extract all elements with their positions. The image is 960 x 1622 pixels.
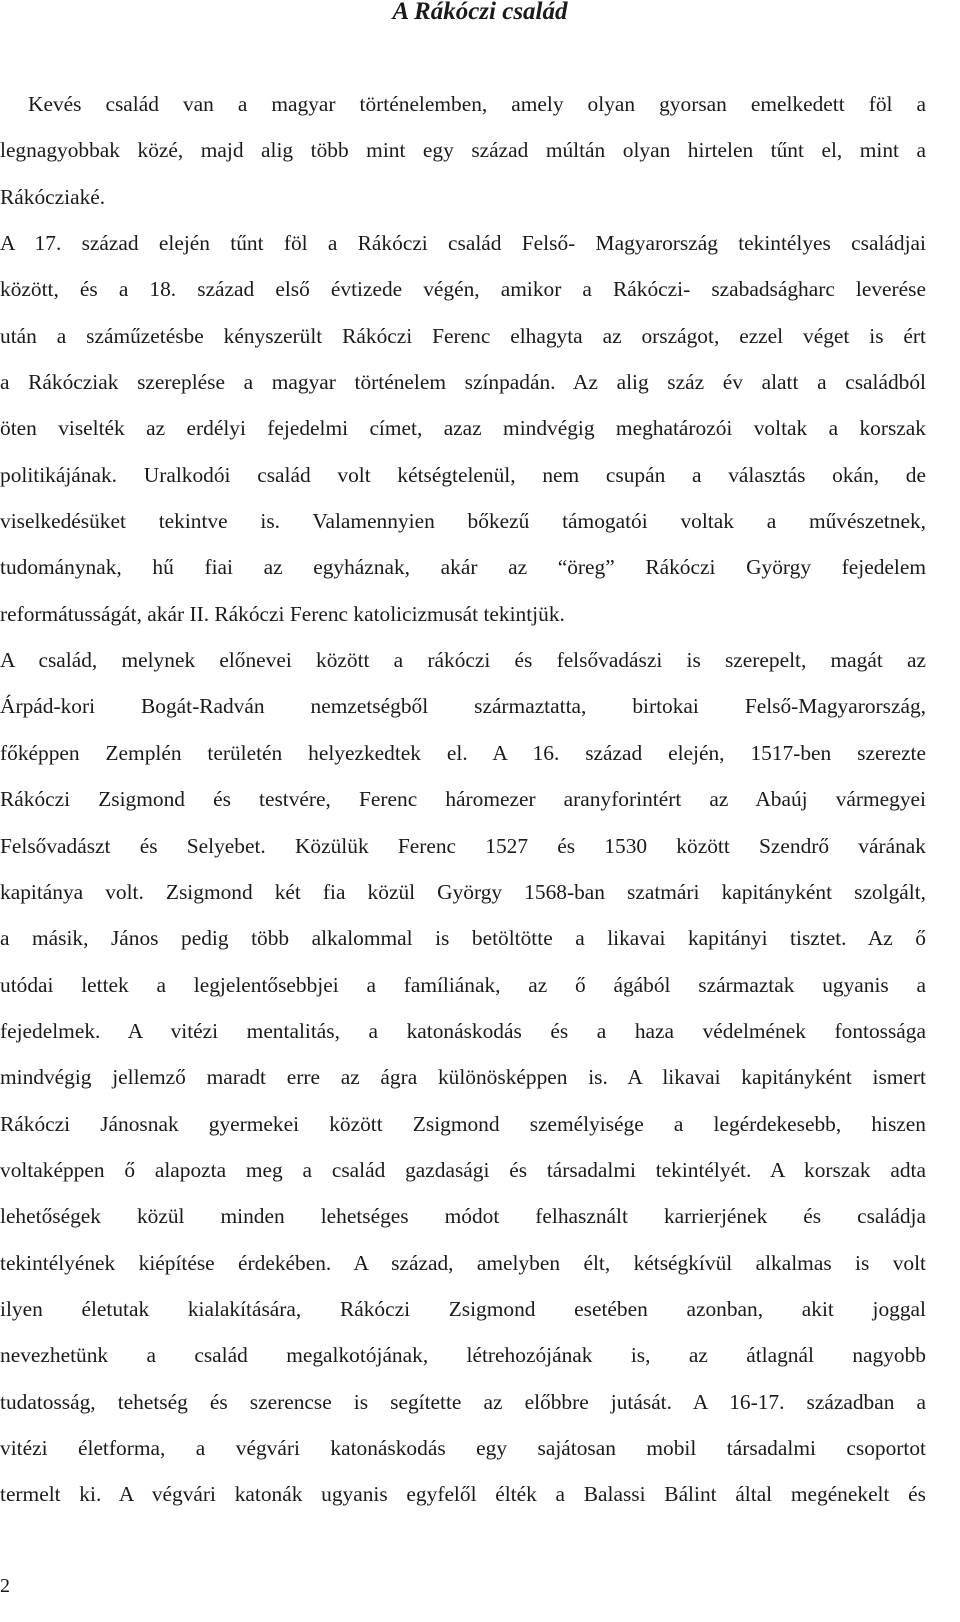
document-body — [0, 81, 926, 1518]
text-line: Rákóczi Zsigmond és testvére, Ferenc háromezer aranyforintért az Abaúj vármegyei — [0, 787, 926, 812]
text-line: legnagyobbak közé, majd alig több mint egy század múltán olyan hirtelen tűnt el, mint a — [0, 138, 926, 163]
text-line: A 17. század elején tűnt föl a Rákóczi család Felső- Magyarország tekintélyes családjai — [0, 231, 926, 256]
text-line: között, és a 18. század első évtizede végén, amikor a Rákóczi- szabadságharc leverése — [0, 277, 926, 302]
text-line: A család, melynek előnevei között a rákóczi és felsővadászi is szerepelt, magát az — [0, 648, 926, 673]
text-line: a Rákócziak szereplése a magyar történelem színpadán. Az alig száz év alatt a családból — [0, 370, 926, 395]
text-line: után a száműzetésbe kényszerült Rákóczi Ferenc elhagyta az országot, ezzel véget is ért — [0, 323, 926, 348]
document-title: A Rákóczi család — [392, 0, 568, 25]
text-line: tudatosság, tehetség és szerencse is segítette az előbbre jutását. A 16-17. században a — [0, 1389, 926, 1414]
text-line: viselkedésüket tekintve is. Valamennyien bőkezű támogatói voltak a művészetnek, — [0, 509, 926, 534]
text-line: a másik, János pedig több alkalommal is betöltötte a likavai kapitányi tisztet. Az ő — [0, 926, 926, 951]
text-line: Árpád-kori Bogát-Radván nemzetségből származtatta, birtokai Felső-Magyarország, — [0, 694, 926, 719]
text-line: reformátusságát, akár II. Rákóczi Ferenc katolicizmusát tekintjük. — [0, 601, 565, 626]
text-line: Rákócziaké. — [0, 184, 106, 209]
text-line: vitézi életforma, a végvári katonáskodás egy sajátosan mobil társadalmi csoportot — [0, 1435, 926, 1460]
text-line: utódai lettek a legjelentősebbjei a famíliának, az ő ágából származtak ugyanis a — [0, 972, 926, 997]
text-line: termelt ki. A végvári katonák ugyanis egyfelől élték a Balassi Bálint által megénekelt és — [0, 1482, 926, 1507]
text-line: nevezhetünk a család megalkotójának, létrehozójának is, az átlagnál nagyobb — [0, 1343, 926, 1368]
text-line: öten viselték az erdélyi fejedelmi címet, azaz mindvégig meghatározói voltak a korszak — [0, 416, 926, 441]
text-line: tekintélyének kiépítése érdekében. A század, amelyben élt, kétségkívül alkalmas is volt — [0, 1250, 926, 1275]
text-line: lehetőségek közül minden lehetséges módot felhasznált karrierjének és családja — [0, 1204, 926, 1229]
text-line: tudománynak, hű fiai az egyháznak, akár az “öreg” Rákóczi György fejedelem — [0, 555, 926, 580]
text-line: főképpen Zemplén területén helyezkedtek el. A 16. század elején, 1517-ben szerezte — [0, 740, 926, 765]
page-number: 2 — [0, 1575, 10, 1597]
text-line: Rákóczi Jánosnak gyermekei között Zsigmond személyisége a legérdekesebb, hiszen — [0, 1111, 926, 1136]
text-line: ilyen életutak kialakítására, Rákóczi Zsigmond esetében azonban, akit joggal — [0, 1296, 926, 1321]
text-line: kapitánya volt. Zsigmond két fia közül György 1568-ban szatmári kapitányként szolgált, — [0, 879, 926, 904]
text-line: mindvégig jellemző maradt erre az ágra különösképpen is. A likavai kapitányként ismert — [0, 1065, 926, 1090]
text-line: Felsővadászt és Selyebet. Közülük Ferenc 1527 és 1530 között Szendrő várának — [0, 833, 926, 858]
text-line: politikájának. Uralkodói család volt kétségtelenül, nem csupán a választás okán, de — [0, 462, 926, 487]
text-line: Kevés család van a magyar történelemben, amely olyan gyorsan emelkedett föl a — [28, 92, 926, 116]
text-line: voltaképpen ő alapozta meg a család gazdasági és társadalmi tekintélyét. A korszak adta — [0, 1157, 926, 1182]
text-line: fejedelmek. A vitézi mentalitás, a katonáskodás és a haza védelmének fontossága — [0, 1018, 926, 1043]
